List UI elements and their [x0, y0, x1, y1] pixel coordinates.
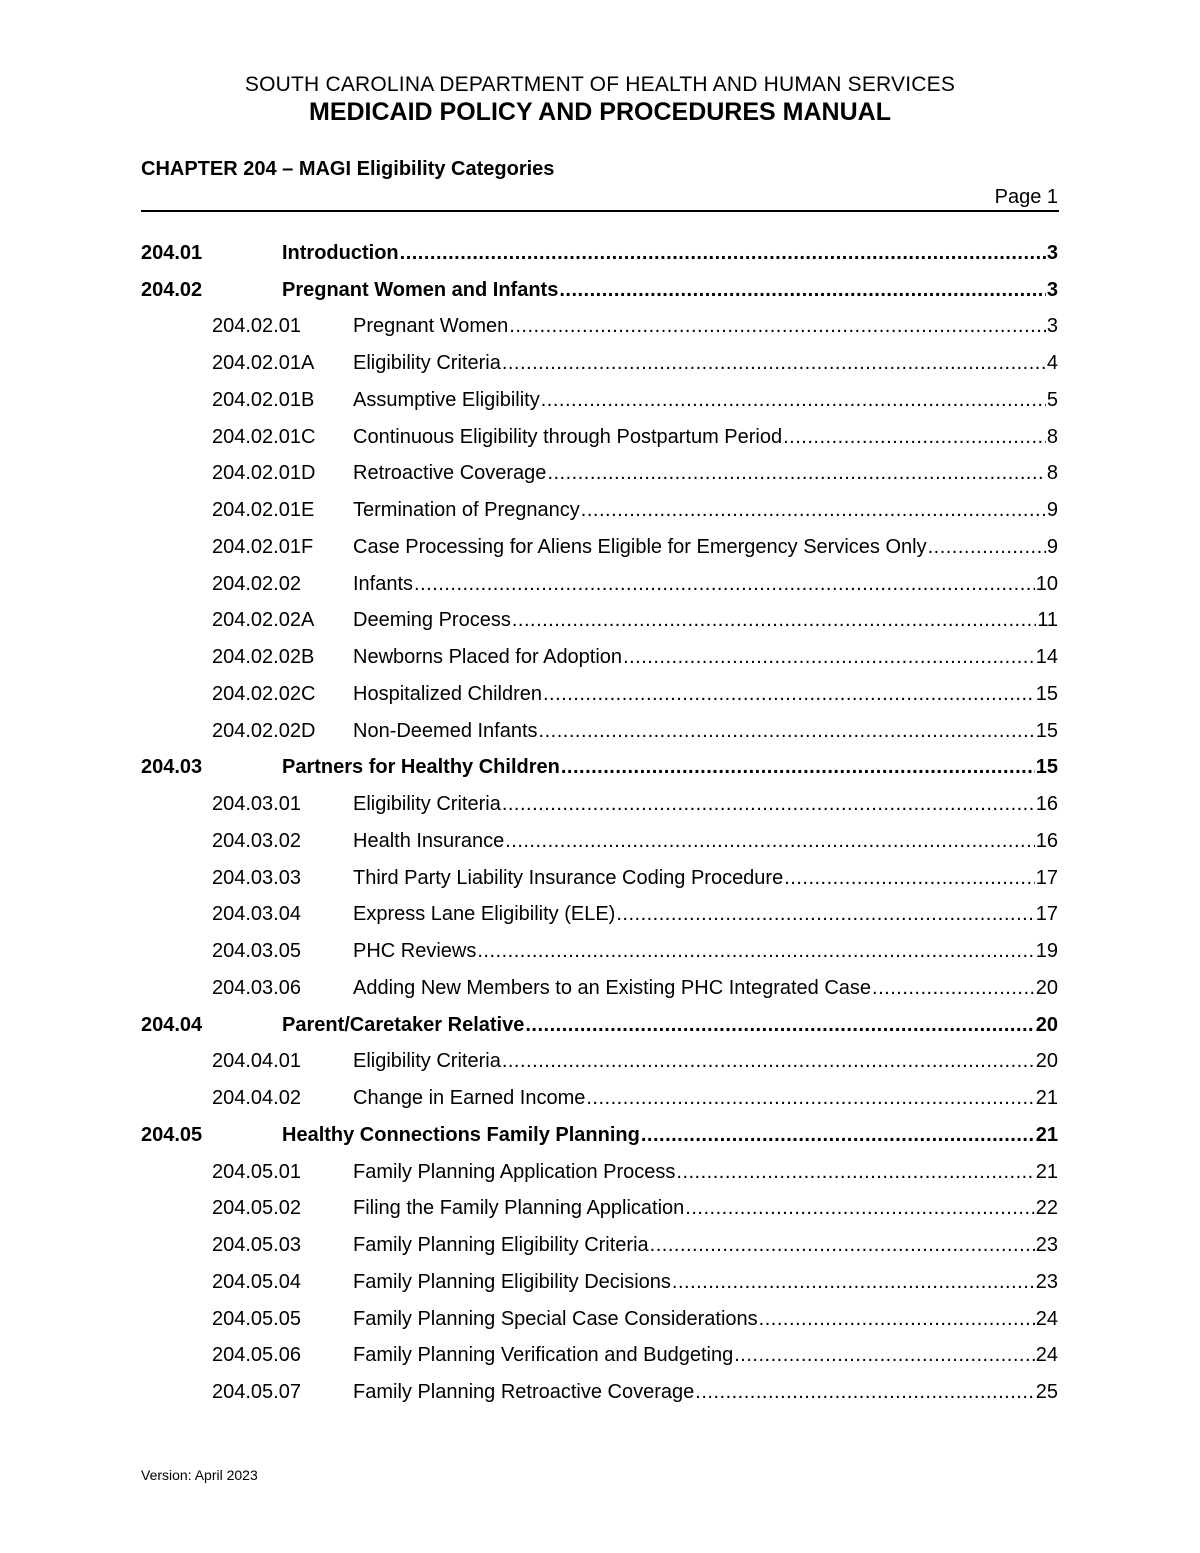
department-heading: SOUTH CAROLINA DEPARTMENT OF HEALTH AND HUMAN SERVICES — [244, 73, 956, 96]
toc-section-title: Continuous Eligibility through Postpartum Period — [353, 425, 783, 448]
toc-entry[interactable] — [141, 1007, 1058, 1044]
toc-entry[interactable] — [141, 1080, 1058, 1117]
toc-section-title: Third Party Liability Insurance Coding Procedure — [353, 866, 784, 889]
toc-section-number: 204.03.05 — [212, 940, 301, 963]
toc-section-number: 204.02 — [141, 278, 203, 301]
toc-section-title: Non-Deemed Infants — [353, 719, 538, 742]
toc-section-title: Healthy Connections Family Planning — [282, 1123, 640, 1146]
toc-entry[interactable] — [141, 1301, 1058, 1338]
toc-leader-dots — [525, 1014, 1034, 1037]
page-number: Page 1 — [994, 186, 1058, 208]
toc-section-title: Family Planning Retroactive Coverage — [353, 1381, 695, 1404]
toc-entry[interactable] — [141, 272, 1058, 309]
toc-section-number: 204.01 — [141, 241, 203, 264]
toc-section-number: 204.02.02C — [212, 682, 316, 705]
toc-entry[interactable] — [141, 823, 1058, 860]
toc-page-number: 21 — [1035, 1123, 1058, 1146]
toc-page-number: 11 — [1037, 609, 1058, 632]
toc-page-number: 22 — [1035, 1197, 1058, 1220]
toc-section-number: 204.04 — [141, 1013, 203, 1036]
toc-section-number: 204.05.04 — [212, 1270, 301, 1293]
toc-section-number: 204.03.03 — [212, 866, 301, 889]
toc-section-title: Newborns Placed for Adoption — [353, 646, 623, 669]
toc-entry[interactable] — [141, 860, 1058, 897]
toc-page-number: 23 — [1035, 1234, 1058, 1257]
toc-section-number: 204.03.06 — [212, 976, 301, 999]
toc-section-title: Eligibility Criteria — [353, 793, 501, 816]
toc-entry[interactable] — [141, 235, 1058, 272]
toc-entry[interactable] — [141, 456, 1058, 493]
toc-leader-dots — [512, 609, 1036, 632]
toc-page-number: 17 — [1035, 903, 1058, 926]
toc-section-title: Express Lane Eligibility (ELE) — [353, 903, 616, 926]
toc-section-title: Family Planning Verification and Budgeting — [353, 1344, 734, 1367]
toc-leader-dots — [734, 1344, 1035, 1367]
toc-section-number: 204.02.01F — [212, 535, 314, 558]
toc-section-title: Parent/Caretaker Relative — [282, 1013, 525, 1036]
toc-section-number: 204.02.01A — [212, 352, 315, 375]
toc-page-number: 24 — [1035, 1344, 1058, 1367]
toc-page-number: 9 — [1046, 535, 1058, 558]
toc-leader-dots — [928, 536, 1046, 559]
toc-entry[interactable] — [141, 419, 1058, 456]
toc-leader-dots — [784, 867, 1035, 890]
toc-leader-dots — [581, 499, 1046, 522]
toc-leader-dots — [676, 1161, 1034, 1184]
toc-leader-dots — [547, 462, 1045, 485]
toc-section-title: Eligibility Criteria — [353, 352, 501, 375]
toc-entry[interactable] — [141, 382, 1058, 419]
toc-section-number: 204.05.05 — [212, 1307, 301, 1330]
toc-section-title: Hospitalized Children — [353, 682, 542, 705]
toc-section-title: Change in Earned Income — [353, 1087, 586, 1110]
toc-page-number: 17 — [1035, 866, 1058, 889]
toc-section-number: 204.02.01D — [212, 462, 316, 485]
toc-section-title: Introduction — [282, 241, 399, 264]
manual-title: MEDICAID POLICY AND PROCEDURES MANUAL — [309, 98, 891, 126]
toc-leader-dots — [559, 279, 1046, 302]
toc-entry[interactable] — [141, 1154, 1058, 1191]
toc-entry[interactable] — [141, 897, 1058, 934]
toc-page-number: 21 — [1035, 1160, 1058, 1183]
toc-entry[interactable] — [141, 1044, 1058, 1081]
toc-section-number: 204.02.01C — [212, 425, 316, 448]
toc-page-number: 3 — [1046, 315, 1058, 338]
toc-entry[interactable] — [141, 639, 1058, 676]
toc-section-title: Infants — [353, 572, 414, 595]
toc-entry[interactable] — [141, 529, 1058, 566]
toc-entry[interactable] — [141, 345, 1058, 382]
toc-entry[interactable] — [141, 1191, 1058, 1228]
toc-section-number: 204.05.02 — [212, 1197, 301, 1220]
toc-entry[interactable] — [141, 713, 1058, 750]
toc-section-number: 204.04.01 — [212, 1050, 301, 1073]
toc-section-number: 204.03.04 — [212, 903, 301, 926]
toc-page-number: 24 — [1035, 1307, 1058, 1330]
toc-leader-dots — [641, 1124, 1035, 1147]
toc-section-number: 204.02.02D — [212, 719, 316, 742]
toc-page-number: 4 — [1046, 352, 1058, 375]
toc-leader-dots — [509, 315, 1046, 338]
toc-section-number: 204.05.01 — [212, 1160, 301, 1183]
toc-page-number: 3 — [1046, 241, 1058, 264]
toc-section-number: 204.05 — [141, 1123, 203, 1146]
toc-leader-dots — [502, 352, 1046, 375]
toc-section-number: 204.03.01 — [212, 793, 301, 816]
toc-section-number: 204.02.02B — [212, 646, 315, 669]
toc-page-number: 20 — [1035, 976, 1058, 999]
toc-leader-dots — [685, 1197, 1034, 1220]
toc-section-title: Family Planning Special Case Considerations — [353, 1307, 758, 1330]
toc-entry[interactable] — [141, 786, 1058, 823]
toc-section-number: 204.05.07 — [212, 1381, 301, 1404]
toc-section-title: Eligibility Criteria — [353, 1050, 501, 1073]
toc-page-number: 14 — [1035, 646, 1058, 669]
toc-leader-dots — [695, 1381, 1034, 1404]
toc-page-number: 3 — [1046, 278, 1058, 301]
toc-leader-dots — [414, 573, 1035, 596]
toc-section-title: Deeming Process — [353, 609, 511, 632]
toc-section-title: Adding New Members to an Existing PHC Integrated Case — [353, 976, 872, 999]
toc-leader-dots — [759, 1308, 1035, 1331]
toc-page-number: 16 — [1035, 829, 1058, 852]
toc-leader-dots — [872, 977, 1035, 1000]
version-footer: Version: April 2023 — [141, 1467, 258, 1483]
toc-section-number: 204.03.02 — [212, 829, 301, 852]
toc-leader-dots — [502, 793, 1035, 816]
toc-leader-dots — [623, 646, 1035, 669]
toc-page-number: 10 — [1035, 572, 1058, 595]
toc-entry[interactable] — [141, 492, 1058, 529]
toc-section-number: 204.05.06 — [212, 1344, 301, 1367]
toc-page-number: 19 — [1035, 940, 1058, 963]
toc-leader-dots — [616, 903, 1034, 926]
toc-page-number: 23 — [1035, 1270, 1058, 1293]
toc-page-number: 25 — [1035, 1381, 1058, 1404]
toc-page-number: 15 — [1035, 682, 1058, 705]
toc-leader-dots — [561, 756, 1035, 779]
table-of-contents — [141, 235, 1058, 1411]
toc-entry[interactable] — [141, 566, 1058, 603]
toc-page-number: 20 — [1035, 1050, 1058, 1073]
toc-page-number: 21 — [1035, 1087, 1058, 1110]
toc-section-title: Partners for Healthy Children — [282, 756, 560, 779]
header-divider — [141, 210, 1059, 212]
toc-section-title: Case Processing for Aliens Eligible for Emergency Services Only — [353, 535, 927, 558]
toc-leader-dots — [543, 683, 1035, 706]
toc-entry[interactable] — [141, 970, 1058, 1007]
toc-section-title: Assumptive Eligibility — [353, 388, 540, 411]
toc-page-number: 15 — [1035, 719, 1058, 742]
toc-leader-dots — [586, 1087, 1034, 1110]
toc-page-number: 9 — [1046, 499, 1058, 522]
toc-leader-dots — [477, 940, 1034, 963]
toc-entry[interactable] — [141, 1374, 1058, 1411]
toc-section-number: 204.04.02 — [212, 1087, 301, 1110]
toc-leader-dots — [539, 720, 1035, 743]
toc-section-number: 204.05.03 — [212, 1234, 301, 1257]
toc-section-title: Filing the Family Planning Application — [353, 1197, 685, 1220]
toc-section-number: 204.02.02A — [212, 609, 315, 632]
toc-entry[interactable] — [141, 676, 1058, 713]
toc-section-title: Health Insurance — [353, 829, 505, 852]
toc-section-number: 204.02.01 — [212, 315, 301, 338]
toc-page-number: 8 — [1046, 425, 1058, 448]
toc-page-number: 15 — [1035, 756, 1058, 779]
toc-entry[interactable] — [141, 1227, 1058, 1264]
toc-section-number: 204.02.02 — [212, 572, 301, 595]
toc-entry[interactable] — [141, 1338, 1058, 1375]
toc-section-title: Family Planning Eligibility Criteria — [353, 1234, 649, 1257]
toc-leader-dots — [541, 389, 1046, 412]
toc-entry[interactable] — [141, 1264, 1058, 1301]
toc-section-title: Termination of Pregnancy — [353, 499, 580, 522]
toc-entry[interactable] — [141, 603, 1058, 640]
toc-entry[interactable] — [141, 933, 1058, 970]
toc-section-title: Pregnant Women and Infants — [282, 278, 559, 301]
toc-page-number: 5 — [1046, 388, 1058, 411]
toc-entry[interactable] — [141, 750, 1058, 787]
toc-entry[interactable] — [141, 1117, 1058, 1154]
toc-page-number: 8 — [1046, 462, 1058, 485]
toc-section-number: 204.02.01E — [212, 499, 315, 522]
toc-section-title: Family Planning Application Process — [353, 1160, 676, 1183]
toc-section-number: 204.02.01B — [212, 388, 315, 411]
toc-section-number: 204.03 — [141, 756, 203, 779]
toc-section-title: PHC Reviews — [353, 940, 477, 963]
toc-leader-dots — [502, 1050, 1035, 1073]
toc-leader-dots — [400, 242, 1046, 265]
chapter-title: CHAPTER 204 – MAGI Eligibility Categories — [141, 158, 555, 180]
toc-leader-dots — [650, 1234, 1035, 1257]
toc-leader-dots — [505, 830, 1035, 853]
toc-entry[interactable] — [141, 309, 1058, 346]
toc-page-number: 20 — [1035, 1013, 1058, 1036]
toc-section-title: Retroactive Coverage — [353, 462, 547, 485]
toc-section-title: Pregnant Women — [353, 315, 509, 338]
toc-section-title: Family Planning Eligibility Decisions — [353, 1270, 671, 1293]
toc-page-number: 16 — [1035, 793, 1058, 816]
toc-leader-dots — [672, 1271, 1035, 1294]
toc-leader-dots — [783, 426, 1046, 449]
